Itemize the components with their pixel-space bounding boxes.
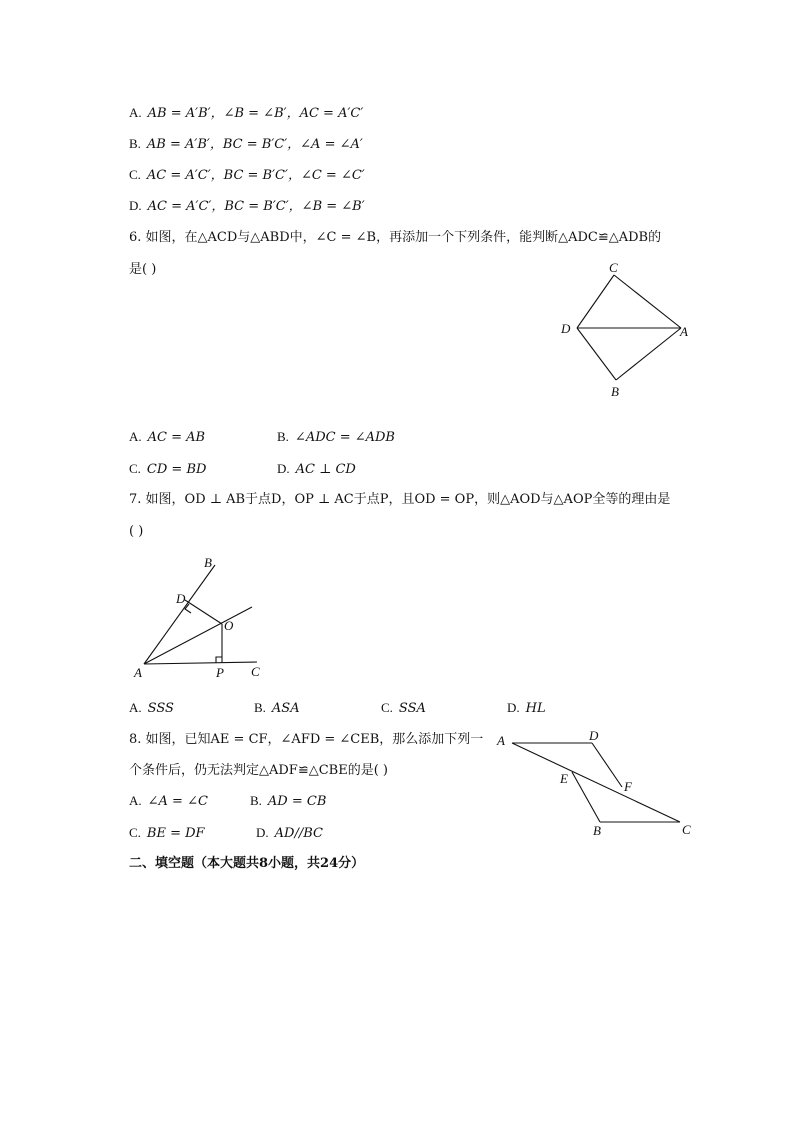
q7-figure <box>130 555 280 685</box>
option-text: BE = DF <box>146 826 205 841</box>
option-label: C. <box>129 461 141 476</box>
segment-db <box>577 328 616 380</box>
segment-dc <box>577 275 614 328</box>
segment-do <box>185 600 222 624</box>
option-label: D. <box>277 461 290 476</box>
option-text: ∠A = ∠C <box>147 794 208 809</box>
option-label: A. <box>129 793 142 808</box>
label-a: A <box>497 733 505 748</box>
option-label: B. <box>250 793 262 808</box>
ray-ao <box>144 607 252 664</box>
label-e: E <box>560 771 568 786</box>
q7-option-d <box>507 700 546 717</box>
label-c: C <box>682 822 691 837</box>
label-a: A <box>680 324 688 339</box>
label-b: B <box>611 384 619 399</box>
option-label: A. <box>129 105 142 120</box>
q6-stem-line2: 是( ) <box>129 262 157 277</box>
label-c: C <box>609 260 618 275</box>
label-b: B <box>204 555 212 570</box>
option-text: AD//BC <box>274 826 323 841</box>
option-label: B. <box>129 136 141 151</box>
q6-option-d <box>277 461 356 478</box>
option-label: C. <box>381 700 393 715</box>
q6-option-a <box>129 429 205 446</box>
segment-ac <box>512 743 680 822</box>
section-heading: 二、填空题（本大题共8小题，共24分） <box>129 856 365 871</box>
option-text: HL <box>525 701 546 716</box>
option-text: ASA <box>271 701 300 716</box>
q8-stem-line2: 个条件后，仍无法判定△ADF≌△CBE的是( ) <box>129 763 388 778</box>
segment-ca <box>614 275 681 328</box>
q8-option-b <box>250 793 326 810</box>
option-text: AC = A′C′，BC = B′C′，∠B = ∠B′ <box>147 199 365 214</box>
ray-ab <box>144 565 215 664</box>
option-text: SSA <box>398 701 426 716</box>
option-label: D. <box>129 198 142 213</box>
label-d: D <box>561 321 571 336</box>
option-text: AC = A′C′，BC = B′C′，∠C = ∠C′ <box>146 168 365 183</box>
option-text: SSS <box>147 701 174 716</box>
option-text: AD = CB <box>267 794 327 809</box>
label-d: D <box>176 591 186 606</box>
label-a: A <box>134 665 142 680</box>
q8-option-d <box>256 825 323 842</box>
q5-option-a <box>129 105 363 122</box>
q6-figure <box>555 258 700 403</box>
option-text: AB = A′B′，∠B = ∠B′，AC = A′C′ <box>147 106 364 121</box>
q6-stem-line1: 6. 如图，在△ACD与△ABD中，∠C = ∠B，再添加一个下列条件，能判断△ADC≌△ADB的 <box>129 230 662 245</box>
option-label: B. <box>277 429 289 444</box>
option-label: B. <box>254 700 266 715</box>
q5-option-d <box>129 198 365 215</box>
option-label: D. <box>256 825 269 840</box>
option-label: C. <box>129 825 141 840</box>
q7-stem-line2: ( ) <box>129 524 144 539</box>
option-text: ∠ADC = ∠ADB <box>294 430 395 445</box>
option-text: AB = A′B′，BC = B′C′，∠A = ∠A′ <box>146 137 363 152</box>
option-label: A. <box>129 700 142 715</box>
q7-stem-line1: 7. 如图，OD ⊥ AB于点D，OP ⊥ AC于点P，且OD = OP，则△AOD与△AOP全等的理由是 <box>129 492 671 507</box>
option-label: C. <box>129 167 141 182</box>
q8-option-c <box>129 825 205 842</box>
label-c: C <box>251 664 260 679</box>
q7-option-c <box>381 700 426 717</box>
segment-ba <box>616 328 681 380</box>
label-d: D <box>589 728 599 743</box>
segment-eb <box>572 772 600 822</box>
q8-option-a <box>129 793 208 810</box>
option-text: AC ⊥ CD <box>295 462 356 477</box>
option-text: AC = AB <box>147 430 206 445</box>
q6-option-b <box>277 429 395 446</box>
q7-option-b <box>254 700 300 717</box>
q6-option-c <box>129 461 206 478</box>
label-p: P <box>216 665 224 680</box>
q8-stem-line1: 8. 如图，已知AE = CF，∠AFD = ∠CEB，那么添加下列一 <box>129 732 484 747</box>
option-label: D. <box>507 700 520 715</box>
option-text: CD = BD <box>146 462 207 477</box>
ray-ac <box>144 662 257 664</box>
q5-option-b <box>129 136 363 153</box>
q7-option-a <box>129 700 174 717</box>
q8-figure <box>490 725 700 840</box>
label-f: F <box>624 779 632 794</box>
q5-option-c <box>129 167 365 184</box>
label-o: O <box>224 618 234 633</box>
label-b: B <box>593 823 601 838</box>
option-label: A. <box>129 429 142 444</box>
segment-df <box>592 743 622 787</box>
